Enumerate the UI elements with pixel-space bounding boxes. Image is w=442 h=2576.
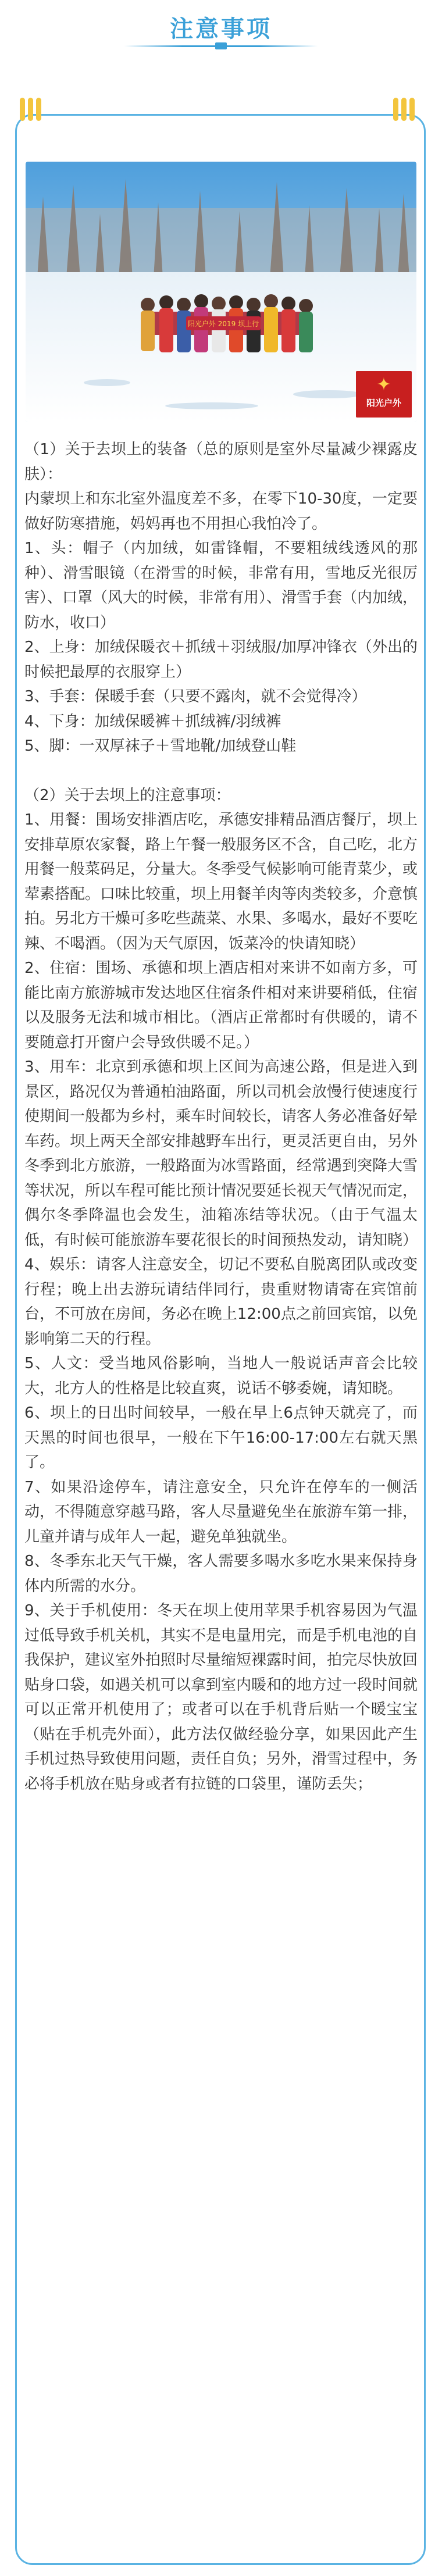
page-title: 注意事项: [170, 16, 272, 42]
brand-badge: [356, 371, 412, 418]
list-item: 6、坝上的日出时间较早，一般在早上6点钟天就亮了，而天黑的时间也很早，一般在下午16:00-17:00左右就天黑了。: [24, 1404, 418, 1471]
list-item: 3、用车：北京到承德和坝上区间为高速公路，但是进入到景区，路况仅为普通柏油路面，所以司机会放慢行使速度行使期间一般都为乡村，乘车时间较长，请客人务必准备好晕车药。坝上两天全部安排越野车出行，更灵活更自由，另外冬季到北方旅游，一般路面为冰雪路面，经常遇到突降大雪等状况，所以车程可能比预计情况要延长视天气情况而定，偶尔冬季降温也会发生，油箱冻结等状况。（由于气温太低，有时候可能旅游车要花很长的时间预热发动，请知晓）: [24, 1058, 418, 1249]
list-item: 7、如果沿途停车，请注意安全，只允许在停车的一侧活动，不得随意穿越马路，客人尽量避免坐在旅游车第一排，儿童并请与成年人一起，避免单独就坐。: [24, 1478, 418, 1546]
header: [0, 0, 442, 70]
list-item: 3、手套：保暖手套（只要不露肉，就不会觉得冷）: [24, 688, 367, 705]
list-item: 5、人文：受当地风俗影响，当地人一般说话声音会比较大，北方人的性格是比较直爽，说话不够委婉，请知晓。: [24, 1355, 418, 1397]
list-item: 2、上身：加绒保暖衣＋抓绒＋羽绒服/加厚冲锋衣（外出的时候把最厚的衣服穿上）: [24, 638, 418, 681]
binder-clip-right-icon: [393, 98, 422, 121]
section1-intro: 内蒙坝上和东北室外温度差不多，在零下10-30度，一定要做好防寒措施，妈妈再也不用担心我怕冷了。: [24, 490, 418, 533]
list-item: 5、脚：一双厚袜子＋雪地靴/加绒登山鞋: [24, 737, 297, 755]
section1-heading: （1）关于去坝上的装备（总的原则是室外尽量减少裸露皮肤）：: [24, 441, 418, 483]
list-item: 4、娱乐：请客人注意安全，切记不要私自脱离团队或改变行程；晚上出去游玩请结伴同行，贵重财物请寄在宾馆前台，不可放在房间，务必在晚上12:00点之前回宾馆，以免影响第二天的行程。: [24, 1256, 418, 1348]
list-item: 9、关于手机使用：冬天在坝上使用苹果手机容易因为气温过低导致手机关机，其实不是电量用完，而是手机电池的自我保护，建议室外拍照时尽量缩短裸露时间，拍完尽快放回贴身口袋，如遇关机可以拿到室内暖和的地方过一段时间就可以正常开机使用了；或者可以在手机背后贴一个暖宝宝（贴在手机壳外面），此方法仅做经验分享，如果因此产生手机过热导致使用问题，责任自负；另外，滑雪过程中，务必将手机放在贴身或者有拉链的口袋里，谨防丢失；: [24, 1602, 418, 1793]
title-underline: [124, 45, 318, 47]
notes-content: [24, 437, 418, 1796]
brand-badge-text: 阳光户外: [366, 398, 401, 408]
list-item: 4、下身：加绒保暖裤＋抓绒裤/羽绒裤: [24, 712, 281, 730]
list-item: 2、住宿：围场、承德和坝上酒店相对来讲不如南方多，可能比南方旅游城市发达地区住宿条件相对来讲要稍低，住宿以及服务无法和城市相比。（酒店正常都时有供暖的，请不要随意打开窗户会导致供暖不足。）: [24, 959, 418, 1051]
list-item: 8、冬季东北天气干燥，客人需要多喝水多吃水果来保持身体内所需的水分。: [24, 1553, 418, 1595]
list-item: 1、用餐：围场安排酒店吃，承德安排精品酒店餐厅，坝上安排草原农家餐，路上午餐一般服务区不含，自己吃，北方用餐一般菜码足，分量大。冬季受气候影响可能青菜少，或荤素搭配。口味比较重，坝上用餐羊肉等肉类较多，介意慎拍。另北方干燥可多吃些蔬菜、水果、多喝水，最好不要吃辣、不喝酒。（因为天气原因，饭菜冷的快请知晓）: [24, 811, 418, 952]
list-item: 1、头：帽子（内加绒，如雷锋帽，不要粗绒线透风的那种）、滑雪眼镜（在滑雪的时候，非常有用，雪地反光很厉害）、口罩（风大的时候，非常有用）、滑雪手套（内加绒，防水，收口）: [24, 540, 418, 631]
binder-clip-left-icon: [20, 98, 49, 121]
section2-heading: （2）关于去坝上的注意事项：: [24, 786, 231, 804]
maple-leaf-icon: ✦: [376, 374, 391, 395]
section-gap: [24, 759, 418, 783]
banner-text: 阳光户外 2019 坝上行: [187, 320, 259, 328]
group-photo: [26, 162, 416, 422]
